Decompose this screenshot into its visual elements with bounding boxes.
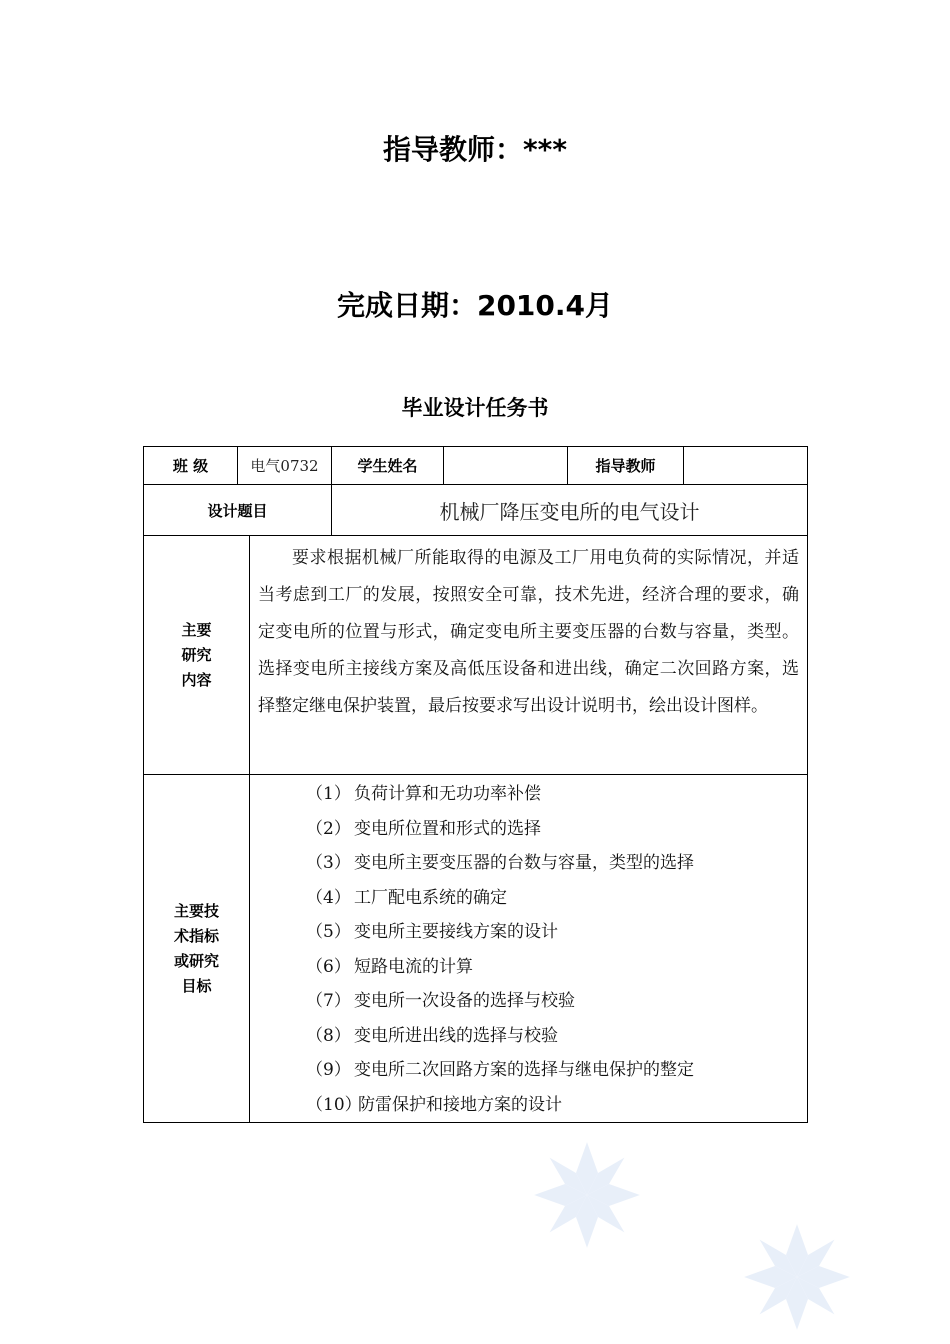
student-name-label: 学生姓名 bbox=[332, 447, 444, 485]
task-book-heading: 毕业设计任务书 bbox=[401, 396, 549, 420]
class-value: 电气0732 bbox=[238, 447, 332, 485]
goal-item: （7） 变电所一次设备的选择与校验 bbox=[306, 991, 575, 1011]
goal-item: （4） 工厂配电系统的确定 bbox=[306, 887, 507, 908]
topic-value: 机械厂降压变电所的电气设计 bbox=[332, 485, 808, 536]
goal-item: （10）防雷保护和接地方案的设计 bbox=[306, 1094, 562, 1115]
topic-label: 设计题目 bbox=[144, 485, 332, 536]
goals-list bbox=[250, 775, 808, 1123]
topic-row bbox=[144, 485, 808, 536]
advisor-line: 指导教师：*** bbox=[383, 133, 567, 166]
snowflake-watermark-icon bbox=[532, 1140, 642, 1250]
student-name-value bbox=[444, 447, 568, 485]
goal-item: （3） 变电所主要变压器的台数与容量，类型的选择 bbox=[306, 853, 694, 873]
class-label: 班 级 bbox=[144, 447, 238, 485]
goals-row bbox=[144, 775, 808, 1123]
completion-date-line: 完成日期：2010.4月 bbox=[336, 289, 614, 322]
advisor-value bbox=[684, 447, 808, 485]
research-content-label: 主要 研究 内容 bbox=[144, 536, 250, 775]
goals-label: 主要技 术指标 或研究 目标 bbox=[144, 775, 250, 1123]
goal-item: （2） 变电所位置和形式的选择 bbox=[306, 818, 541, 839]
goal-item: （9） 变电所二次回路方案的选择与继电保护的整定 bbox=[306, 1060, 694, 1080]
goal-item: （5） 变电所主要接线方案的设计 bbox=[306, 922, 558, 942]
snowflake-watermark-icon bbox=[742, 1222, 852, 1332]
task-book-table bbox=[143, 446, 808, 1123]
goal-item: （6） 短路电流的计算 bbox=[306, 956, 473, 977]
advisor-label: 指导教师 bbox=[568, 447, 684, 485]
research-content-text: 要求根据机械厂所能取得的电源及工厂用电负荷的实际情况，并适当考虑到工厂的发展，按照安全可靠，技术先进，经济合理的要求，确定变电所的位置与形式，确定变电所主要变压器的台数与容量，类型。选择变电所主接线方案及高低压设备和进出线，确定二次回路方案，选择整定继电保护装置，最后按要求写出设计说明书，绘出设计图样。 bbox=[250, 536, 808, 775]
goal-item: （8） 变电所进出线的选择与校验 bbox=[306, 1025, 558, 1046]
research-content-row bbox=[144, 536, 808, 775]
header-row bbox=[144, 447, 808, 485]
goal-item: （1） 负荷计算和无功功率补偿 bbox=[306, 784, 541, 804]
